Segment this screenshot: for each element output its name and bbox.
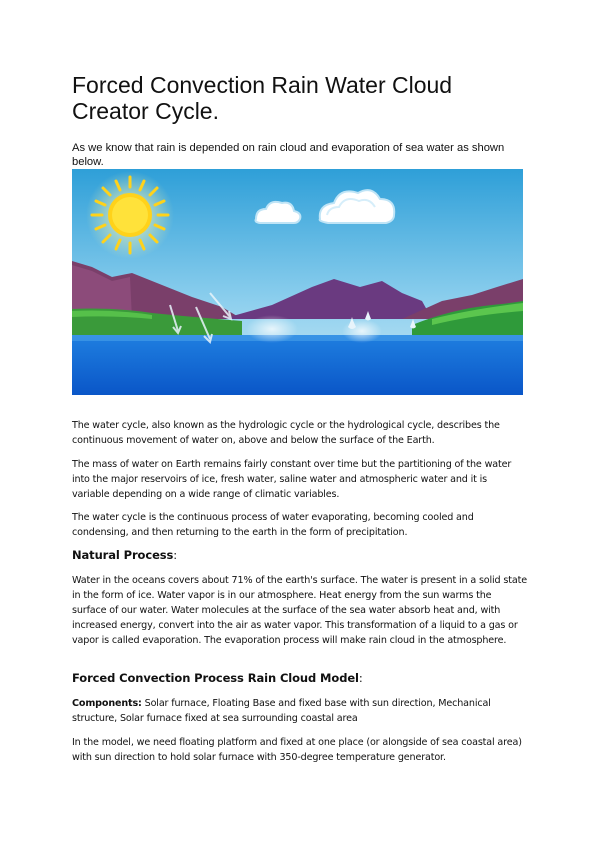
paragraph-continuous-process: The water cycle is the continuous process of water evaporating, becoming cooled and condensing, and then returning to the earth in the form of precipitation.	[72, 512, 474, 538]
components-label: Components:	[72, 698, 142, 709]
intro-text: As we know that rain is depended on rain cloud and evaporation of sea water as shown below.	[72, 142, 505, 168]
heading-forced-label: Forced Convection Process Rain Cloud Model	[72, 671, 359, 685]
heading-forced-colon: :	[358, 671, 363, 685]
paragraph-model: In the model, we need floating platform and fixed at one place (or alongside of sea coastal area) with sun direction to hold solar furnace with 350-degree temperature generator.	[72, 737, 522, 763]
heading-natural-colon: :	[173, 548, 178, 562]
heading-forced-convection	[72, 671, 363, 685]
sun-icon	[86, 171, 174, 259]
document-title: Forced Convection Rain Water Cloud Creator Cycle.	[72, 72, 453, 124]
paragraph-water-cycle: The water cycle, also known as the hydrologic cycle or the hydrological cycle, describes the continuous movement of water on, above and below the surface of the Earth.	[72, 420, 500, 446]
components-text: Solar furnace, Floating Base and fixed base with sun direction, Mechanical structure, Solar furnace fixed at sea surrounding coastal area	[72, 698, 491, 724]
heading-natural-label: Natural Process	[72, 548, 174, 562]
paragraph-water-mass: The mass of water on Earth remains fairly constant over time but the partitioning of the water into the major reservoirs of ice, fresh water, saline water and atmospheric water and it is variable depending on a wide range of climatic variables.	[72, 459, 512, 500]
paragraph-components	[72, 696, 527, 726]
sea	[72, 335, 523, 395]
heading-natural-process	[72, 548, 177, 562]
paragraph-natural-process: Water in the oceans covers about 71% of the earth's surface. The water is present in a solid state in the form of ice. Water vapor is in our atmosphere. Heat energy from the sun warms the surface of our water. Water molecules at the surface of the sea water absorb heat and, with increased energy, convert into the air as water vapor. This transformation of a liquid to a gas or vapor is called evaporation. The evaporation process will make rain cloud in the atmosphere.	[72, 575, 527, 646]
water-cycle-illustration	[72, 169, 523, 395]
